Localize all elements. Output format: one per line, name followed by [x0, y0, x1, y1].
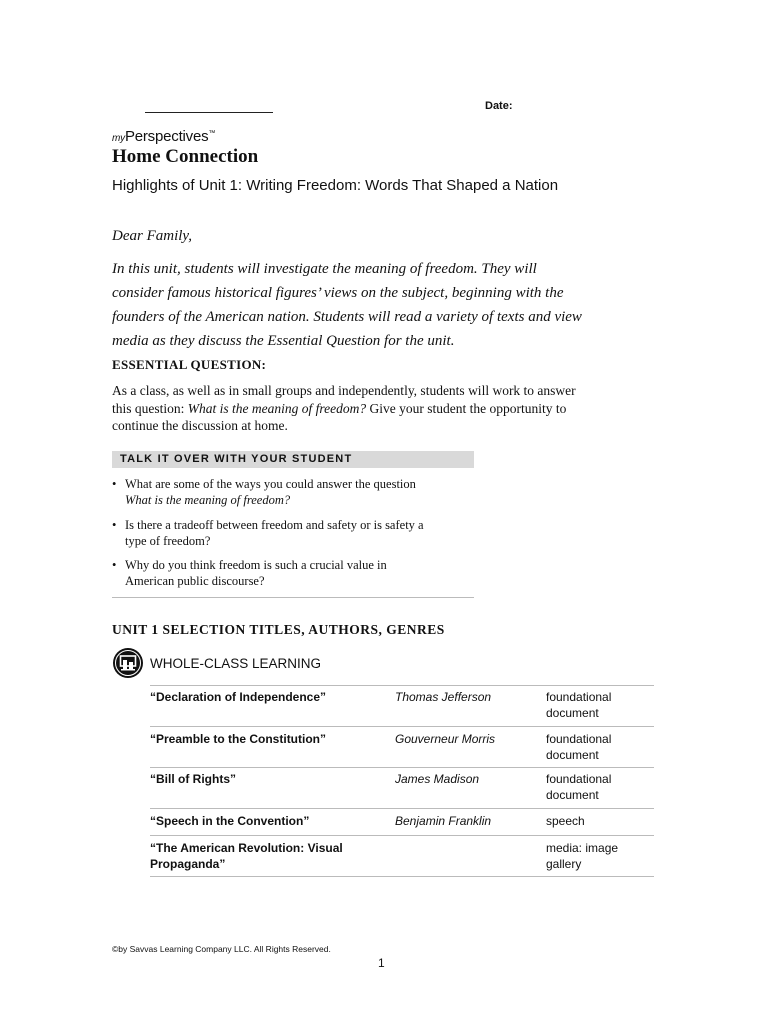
- selection-title: “Bill of Rights”: [150, 772, 236, 786]
- unit-highlights-heading: Highlights of Unit 1: Writing Freedom: Words That Shaped a Nation: [112, 177, 559, 194]
- selection-genre: speech: [546, 814, 585, 828]
- selection-author: James Madison: [395, 772, 480, 786]
- selection-title: “Declaration of Independence”: [150, 690, 327, 704]
- talk-section-divider: [112, 597, 474, 598]
- page-title: Home Connection: [112, 146, 259, 167]
- selection-table: [150, 685, 654, 877]
- selection-genre: foundational document: [546, 732, 612, 762]
- essential-question-text: As a class, as well as in small groups and independently, students will work to answer this question: What is the meaning of freedom? Give your student the opportunity to continue the discussion at home.: [112, 383, 576, 433]
- talk-it-over-heading: TALK IT OVER WITH YOUR STUDENT: [120, 453, 353, 465]
- name-blank-line: [145, 112, 273, 113]
- myperspectives-logo: myPerspectives™: [112, 128, 216, 145]
- selection-title: “Preamble to the Constitution”: [150, 732, 327, 746]
- table-row: [150, 685, 654, 726]
- date-label: Date:: [485, 100, 513, 112]
- bullet-dot-icon: •: [112, 477, 117, 491]
- essential-question-heading: ESSENTIAL QUESTION:: [112, 357, 267, 372]
- bullet-dot-icon: •: [112, 558, 117, 572]
- copyright-notice: ©by Savvas Learning Company LLC. All Rights Reserved.: [112, 944, 331, 954]
- selection-title: “The American Revolution: Visual Propaganda”: [150, 841, 343, 871]
- table-row: [150, 767, 654, 808]
- intro-paragraph: In this unit, students will investigate the meaning of freedom. They will consider famous historical figures’ views on the subject, beginning with the founders of the American nation. Students will read a variety of texts and view media as they discuss the Essential Question for the unit.: [112, 261, 582, 349]
- selections-heading: UNIT 1 SELECTION TITLES, AUTHORS, GENRES: [112, 622, 445, 637]
- table-row: [150, 808, 654, 835]
- page-number: 1: [378, 956, 385, 970]
- selection-author: Benjamin Franklin: [395, 814, 492, 828]
- greeting: Dear Family,: [112, 228, 192, 244]
- selection-genre: media: image gallery: [546, 841, 619, 871]
- bullet-dot-icon: •: [112, 518, 117, 532]
- table-row: [150, 726, 654, 767]
- essential-question: What is the meaning of freedom?: [187, 400, 367, 416]
- selection-genre: foundational document: [546, 690, 612, 720]
- table-row: [150, 835, 654, 877]
- whole-class-icon: [112, 647, 144, 679]
- whole-class-learning-label: WHOLE-CLASS LEARNING: [150, 656, 322, 671]
- selection-author: Gouverneur Morris: [395, 732, 496, 746]
- selection-title: “Speech in the Convention”: [150, 814, 310, 828]
- selection-genre: foundational document: [546, 772, 612, 802]
- selection-author: Thomas Jefferson: [395, 690, 492, 704]
